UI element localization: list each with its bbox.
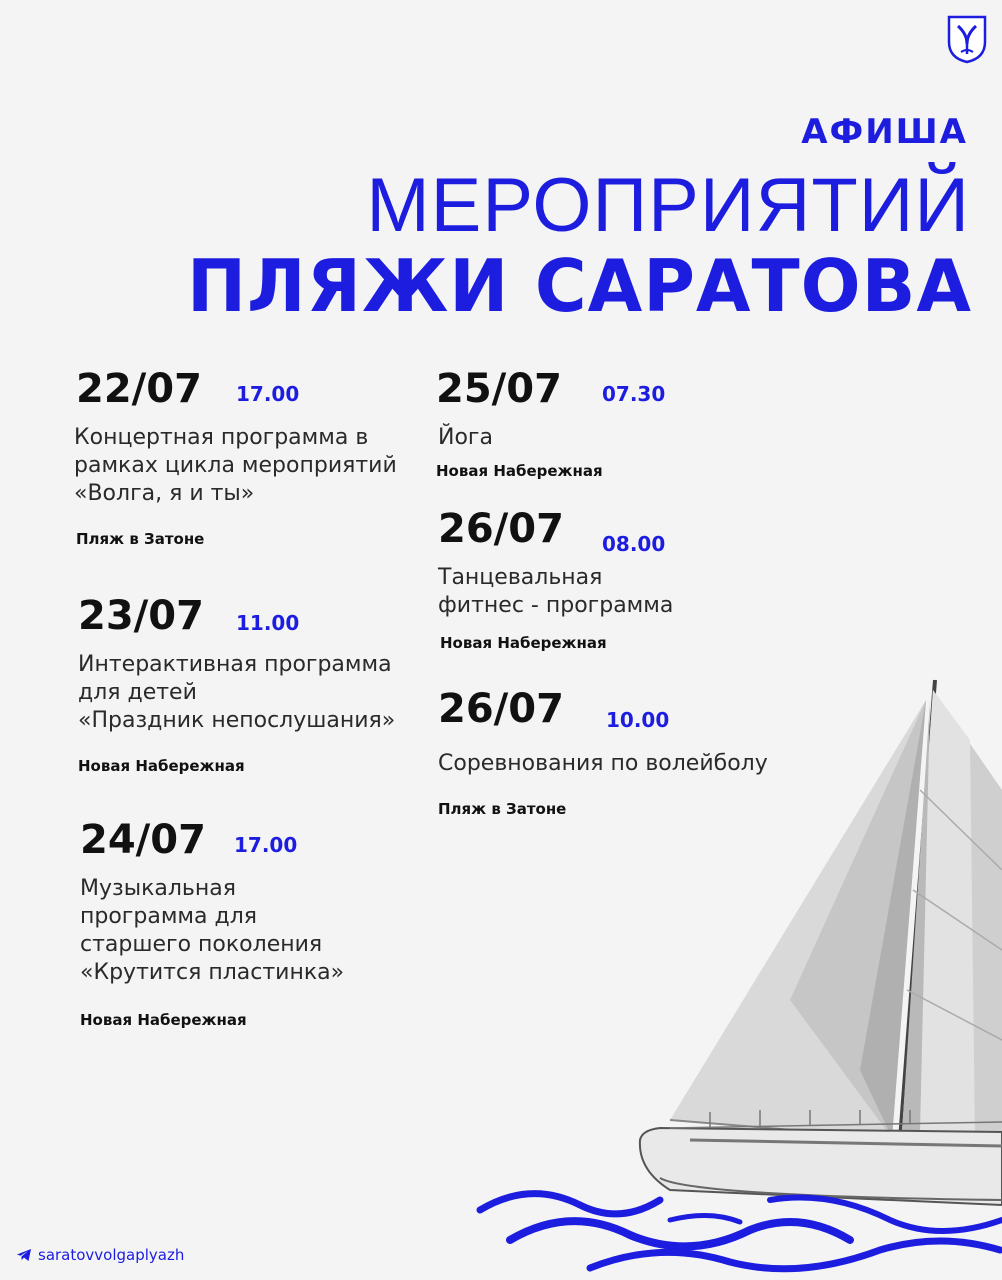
event-date: 25/07 — [436, 366, 562, 412]
event-location: Пляж в Затоне — [76, 530, 205, 548]
title-afisha: АФИША — [801, 112, 968, 152]
event-card — [438, 506, 783, 652]
event-location: Новая Набережная — [80, 1011, 247, 1029]
event-date: 23/07 — [78, 593, 204, 639]
event-date: 26/07 — [438, 506, 564, 552]
event-description: Музыкальная программа для старшего поколения «Крутится пластинка» — [80, 876, 345, 985]
event-description: Интерактивная программа для детей «Праздник непослушания» — [78, 652, 396, 733]
title-beaches: ПЛЯЖИ САРАТОВА — [187, 244, 972, 328]
event-time: 08.00 — [602, 532, 666, 556]
event-description: Соревнования по волейболу — [438, 751, 768, 776]
telegram-channel: saratovvolgaplyazh — [38, 1246, 185, 1264]
event-card — [80, 817, 425, 1029]
event-location: Новая Набережная — [440, 634, 607, 652]
waves-illustration — [470, 1150, 1002, 1280]
event-location: Новая Набережная — [436, 462, 603, 480]
event-date: 26/07 — [438, 686, 564, 732]
event-card — [78, 593, 423, 775]
coat-of-arms-icon — [946, 14, 988, 64]
event-description: Танцевальная фитнес - программа — [438, 565, 674, 618]
telegram-link[interactable] — [16, 1246, 184, 1264]
event-time: 17.00 — [236, 382, 300, 406]
event-location: Пляж в Затоне — [438, 800, 567, 818]
event-location: Новая Набережная — [78, 757, 245, 775]
event-date: 22/07 — [76, 366, 202, 412]
title-events: МЕРОПРИЯТИЙ — [366, 163, 970, 248]
event-card — [436, 366, 781, 480]
event-date: 24/07 — [80, 817, 206, 863]
event-time: 10.00 — [606, 708, 670, 732]
event-card — [76, 366, 421, 548]
event-description: Концертная программа в рамках цикла мероприятий «Волга, я и ты» — [74, 425, 397, 506]
telegram-icon — [16, 1248, 32, 1262]
event-time: 07.30 — [602, 382, 666, 406]
event-time: 11.00 — [236, 611, 300, 635]
event-description: Йога — [438, 425, 493, 450]
event-time: 17.00 — [234, 833, 298, 857]
